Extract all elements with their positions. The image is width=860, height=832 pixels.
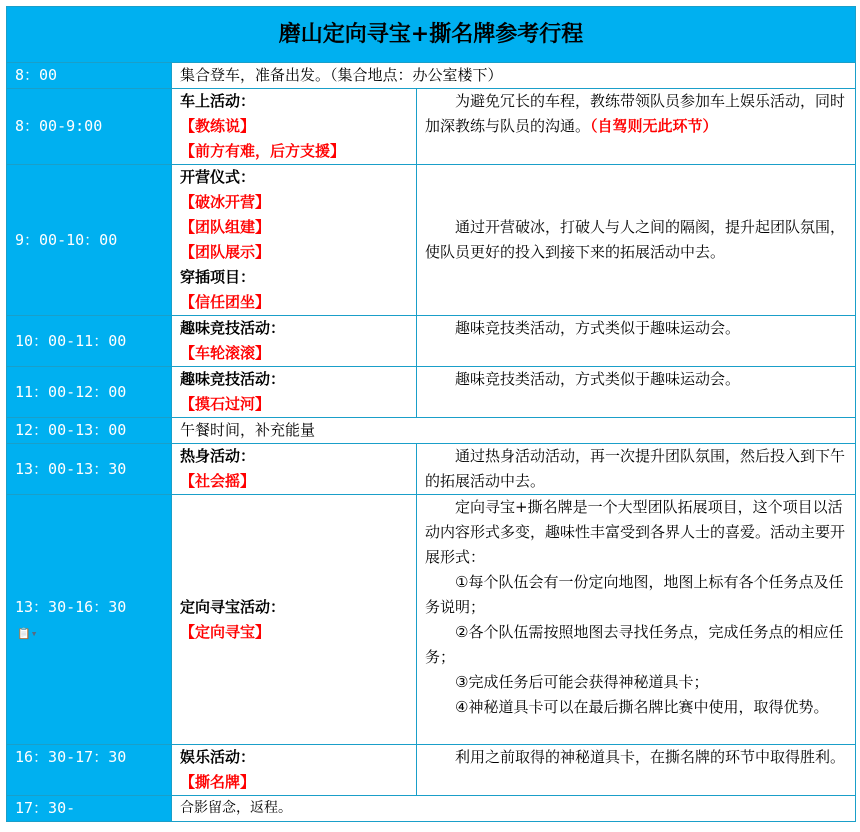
time-cell: 16：30-17：30 <box>7 745 172 796</box>
activity-item: 【破冰开营】 <box>180 193 271 211</box>
activity-item: 【团队展示】 <box>180 243 271 261</box>
table-row <box>7 165 856 316</box>
description-cell: 利用之前取得的神秘道具卡，在撕名牌的环节中取得胜利。 <box>417 745 856 796</box>
table-row <box>7 745 856 796</box>
activity-item: 【前方有难，后方支援】 <box>180 142 346 160</box>
activity-heading: 热身活动： <box>180 447 256 465</box>
table-row <box>7 418 856 444</box>
time-cell: 12：00-13：00 <box>7 418 172 444</box>
activity-heading: 开营仪式： <box>180 168 256 186</box>
table-row <box>7 89 856 165</box>
table-row <box>7 495 856 745</box>
table-row <box>7 796 856 822</box>
activity-heading: 定向寻宝活动： <box>180 597 286 616</box>
time-cell: 17：30- <box>7 796 172 822</box>
activity-cell <box>172 367 417 418</box>
description-cell: 通过热身活动活动，再一次提升团队氛围，然后投入到下午的拓展活动中去。 <box>417 444 856 495</box>
time-cell: 13：00-13：30 <box>7 444 172 495</box>
description-paragraph: 定向寻宝+撕名牌是一个大型团队拓展项目，这个项目以活动内容形式多变，趣味性丰富受到各界人士的喜爱。活动主要开展形式： <box>425 498 846 566</box>
activity-item: 【信任团坐】 <box>180 293 271 311</box>
table-row <box>7 444 856 495</box>
activity-heading: 穿插项目： <box>180 268 256 286</box>
activity-cell <box>172 444 417 495</box>
activity-item: 【社会摇】 <box>180 472 256 490</box>
time-cell: 8：00-9:00 <box>7 89 172 165</box>
activity-item: 【定向寻宝】 <box>180 622 271 641</box>
itinerary-table <box>6 6 856 822</box>
table-row <box>7 316 856 367</box>
activity-cell <box>172 89 417 165</box>
activity-item: 【车轮滚滚】 <box>180 344 271 362</box>
description-cell: 通过开营破冰，打破人与人之间的隔阂，提升起团队氛围，使队员更好的投入到接下来的拓展活动中去。 <box>417 165 856 316</box>
activity-cell <box>172 165 417 316</box>
activity-heading: 娱乐活动： <box>180 748 256 766</box>
table-row <box>7 63 856 89</box>
description-note: （自驾则无此环节） <box>590 117 718 135</box>
description-paragraph: ②各个队伍需按照地图去寻找任务点，完成任务点的相应任务； <box>425 623 844 666</box>
description-cell: 趣味竞技类活动，方式类似于趣味运动会。 <box>417 367 856 418</box>
time-cell: 11：00-12：00 <box>7 367 172 418</box>
time-cell <box>7 495 172 745</box>
activity-cell <box>172 495 417 745</box>
time-text: 13：30-16：30 <box>15 597 127 616</box>
time-cell: 8：00 <box>7 63 172 89</box>
paste-options-icon[interactable]: 📋▾ <box>17 626 38 640</box>
description-paragraph: ③完成任务后可能会获得神秘道具卡； <box>455 673 709 691</box>
itinerary-document <box>6 6 855 822</box>
activity-heading: 趣味竞技活动： <box>180 319 286 337</box>
activity-item: 【团队组建】 <box>180 218 271 236</box>
activity-item: 【摸石过河】 <box>180 395 271 413</box>
title-row <box>7 7 856 63</box>
activity-item: 【教练说】 <box>180 117 256 135</box>
activity-item: 【撕名牌】 <box>180 773 256 791</box>
activity-cell <box>172 745 417 796</box>
activity-cell <box>172 316 417 367</box>
merged-cell: 午餐时间，补充能量 <box>172 418 856 444</box>
merged-cell: 集合登车，准备出发。（集合地点：办公室楼下） <box>172 63 856 89</box>
merged-cell: 合影留念，返程。 <box>172 796 856 822</box>
description-cell <box>417 495 856 745</box>
description-paragraph: ④神秘道具卡可以在最后撕名牌比赛中使用，取得优势。 <box>455 698 829 716</box>
description-cell <box>417 89 856 165</box>
document-title: 磨山定向寻宝+撕名牌参考行程 <box>7 7 856 63</box>
time-cell: 9：00-10：00 <box>7 165 172 316</box>
table-row <box>7 367 856 418</box>
time-cell: 10：00-11：00 <box>7 316 172 367</box>
description-paragraph: ①每个队伍会有一份定向地图，地图上标有各个任务点及任务说明； <box>425 573 844 616</box>
activity-heading: 趣味竞技活动： <box>180 370 286 388</box>
description-cell: 趣味竞技类活动，方式类似于趣味运动会。 <box>417 316 856 367</box>
activity-heading: 车上活动： <box>180 92 256 110</box>
description-text: 为避免冗长的车程，教练带领队员参加车上娱乐活动，同时加深教练与队员的沟通。 <box>425 92 846 135</box>
